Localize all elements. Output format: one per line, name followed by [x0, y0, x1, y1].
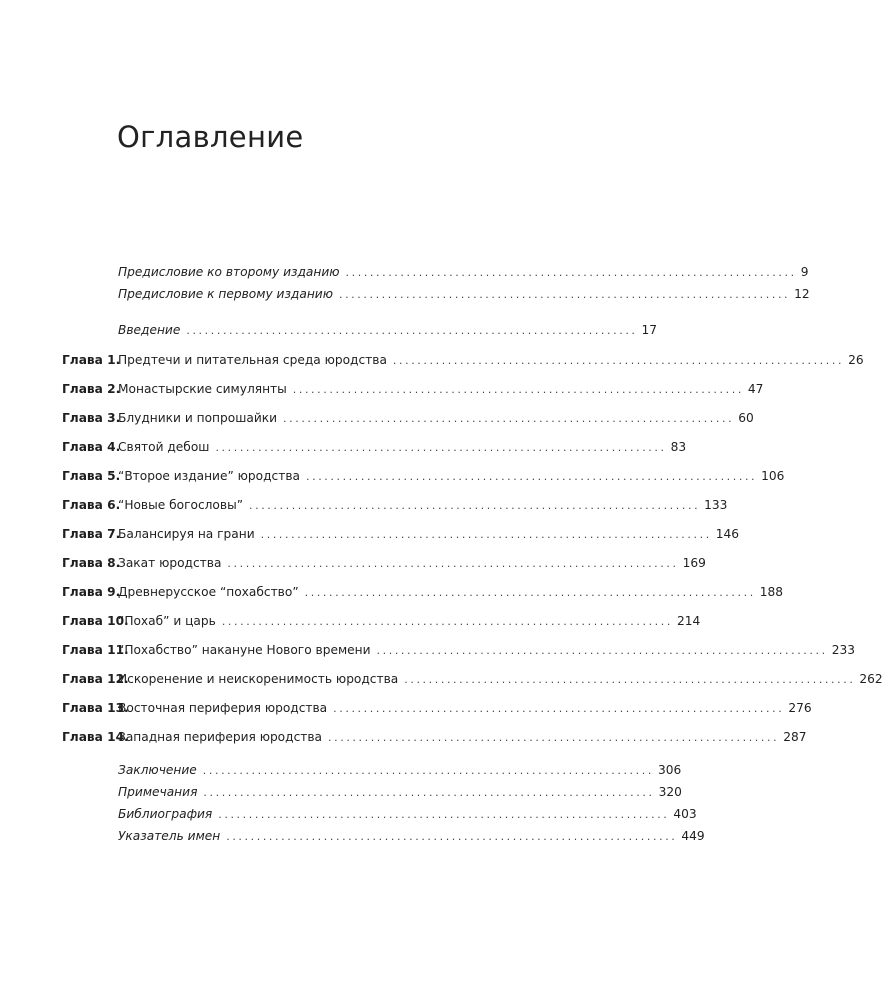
leader-dots: ..........................................................................: [392, 354, 845, 367]
entry-title: “Второе издание” юродства: [118, 469, 300, 483]
leader-dots: ..........................................................................: [292, 383, 744, 396]
leader-dots: ..........................................................................: [333, 702, 785, 715]
entry-page: 146: [715, 527, 740, 541]
toc-entry-chapter[interactable]: [0, 495, 728, 515]
entry-title: Восточная периферия юродства: [118, 701, 328, 715]
chapter-label: Глава 8.: [62, 556, 121, 570]
entry-title: “Новые богословы”: [118, 498, 244, 512]
chapter-label: Глава 7.: [62, 527, 121, 541]
leader-dots: ..........................................................................: [283, 412, 735, 425]
leader-dots: ..........................................................................: [306, 470, 758, 483]
entry-page: 214: [676, 614, 701, 628]
leader-dots: ..........................................................................: [202, 764, 654, 777]
toc-entry-chapter[interactable]: [0, 466, 785, 486]
entry-page: 233: [831, 643, 855, 657]
leader-dots: ..........................................................................: [328, 731, 780, 744]
toc-entry-chapter[interactable]: [0, 524, 740, 544]
leader-dots: ..........................................................................: [215, 441, 667, 454]
toc-entry-chapter[interactable]: [0, 379, 764, 399]
chapter-label: Глава 1.: [62, 353, 121, 367]
toc-entry-chapter[interactable]: [0, 553, 706, 573]
entry-title: Введение: [118, 323, 181, 337]
entry-page: 60: [738, 411, 754, 425]
toc-entry-chapter[interactable]: [0, 582, 784, 602]
entry-title: Закат юродства: [118, 556, 222, 570]
toc-entry-chapter[interactable]: [0, 437, 687, 457]
entry-title: “Похаб” и царь: [118, 614, 216, 628]
entry-title: Древнерусское “похабство”: [118, 585, 299, 599]
toc-entry-chapter[interactable]: [0, 408, 754, 428]
entry-title: Блудники и попрошайки: [118, 411, 278, 425]
leader-dots: ..........................................................................: [249, 499, 701, 512]
toc-entry-chapter[interactable]: [0, 727, 807, 747]
entry-page: 17: [641, 323, 658, 337]
entry-page: 133: [704, 498, 728, 512]
toc-entry-chapter[interactable]: [0, 350, 864, 370]
chapter-label: Глава 13.: [62, 701, 129, 715]
entry-page: 320: [658, 785, 682, 799]
leader-dots: ..........................................................................: [227, 557, 679, 570]
entry-title: Предтечи и питательная среда юродства: [118, 353, 387, 367]
chapter-label: Глава 5.: [62, 469, 121, 483]
entry-title: Предисловие ко второму изданию: [118, 265, 340, 279]
entry-page: 26: [848, 353, 864, 367]
entry-title: Западная периферия юродства: [118, 730, 323, 744]
leader-dots: ..........................................................................: [218, 808, 670, 821]
leader-dots: ..........................................................................: [404, 673, 856, 686]
chapter-label: Глава 10.: [62, 614, 129, 628]
chapter-label: Глава 2.: [62, 382, 121, 396]
leader-dots: ..........................................................................: [304, 586, 756, 599]
chapter-label: Глава 14.: [62, 730, 129, 744]
entry-title: Заключение: [118, 763, 197, 777]
entry-page: 287: [783, 730, 807, 744]
chapter-label: Глава 11.: [62, 643, 129, 657]
entry-page: 9: [800, 265, 809, 279]
toc-entry-preface-second[interactable]: [0, 262, 809, 282]
entry-title: Примечания: [118, 785, 198, 799]
entry-page: 106: [761, 469, 785, 483]
toc-entry-name-index[interactable]: [0, 826, 705, 846]
entry-page: 188: [759, 585, 784, 599]
leader-dots: ..........................................................................: [203, 786, 655, 799]
toc-entry-introduction[interactable]: [0, 320, 658, 340]
entry-title: Балансируя на грани: [118, 527, 255, 541]
entry-page: 83: [670, 440, 687, 454]
toc-entry-bibliography[interactable]: [0, 804, 697, 824]
entry-title: Монастырские симулянты: [118, 382, 287, 396]
entry-title: Указатель имен: [118, 829, 221, 843]
entry-page: 306: [657, 763, 682, 777]
page-title: Оглавление: [117, 120, 304, 155]
entry-page: 403: [673, 807, 697, 821]
chapter-label: Глава 3.: [62, 411, 121, 425]
entry-page: 47: [747, 382, 764, 396]
entry-title: Святой дебош: [118, 440, 210, 454]
leader-dots: ..........................................................................: [186, 324, 638, 337]
entry-title: Библиография: [118, 807, 213, 821]
entry-page: 262: [859, 672, 883, 686]
chapter-label: Глава 4.: [62, 440, 121, 454]
entry-page: 12: [794, 287, 810, 301]
chapter-label: Глава 9.: [62, 585, 121, 599]
entry-title: “Похабство” накануне Нового времени: [118, 643, 371, 657]
chapter-label: Глава 12.: [62, 672, 129, 686]
chapter-label: Глава 6.: [62, 498, 121, 512]
toc-entry-conclusion[interactable]: [0, 760, 682, 780]
entry-page: 276: [788, 701, 812, 715]
leader-dots: ..........................................................................: [338, 288, 791, 301]
entry-title: Предисловие к первому изданию: [118, 287, 333, 301]
toc-entry-chapter[interactable]: [0, 611, 701, 631]
leader-dots: ..........................................................................: [226, 830, 678, 843]
toc-entry-chapter[interactable]: [0, 640, 855, 660]
toc-entry-preface-first[interactable]: [0, 284, 810, 304]
leader-dots: ..........................................................................: [345, 266, 797, 279]
entry-title: Искоренение и неискоренимость юродства: [118, 672, 399, 686]
entry-page: 169: [682, 556, 706, 570]
toc-entry-notes[interactable]: [0, 782, 682, 802]
leader-dots: ..........................................................................: [260, 528, 712, 541]
toc-entry-chapter[interactable]: [0, 669, 883, 689]
leader-dots: ..........................................................................: [221, 615, 673, 628]
leader-dots: ..........................................................................: [376, 644, 828, 657]
toc-entry-chapter[interactable]: [0, 698, 812, 718]
entry-page: 449: [681, 829, 705, 843]
